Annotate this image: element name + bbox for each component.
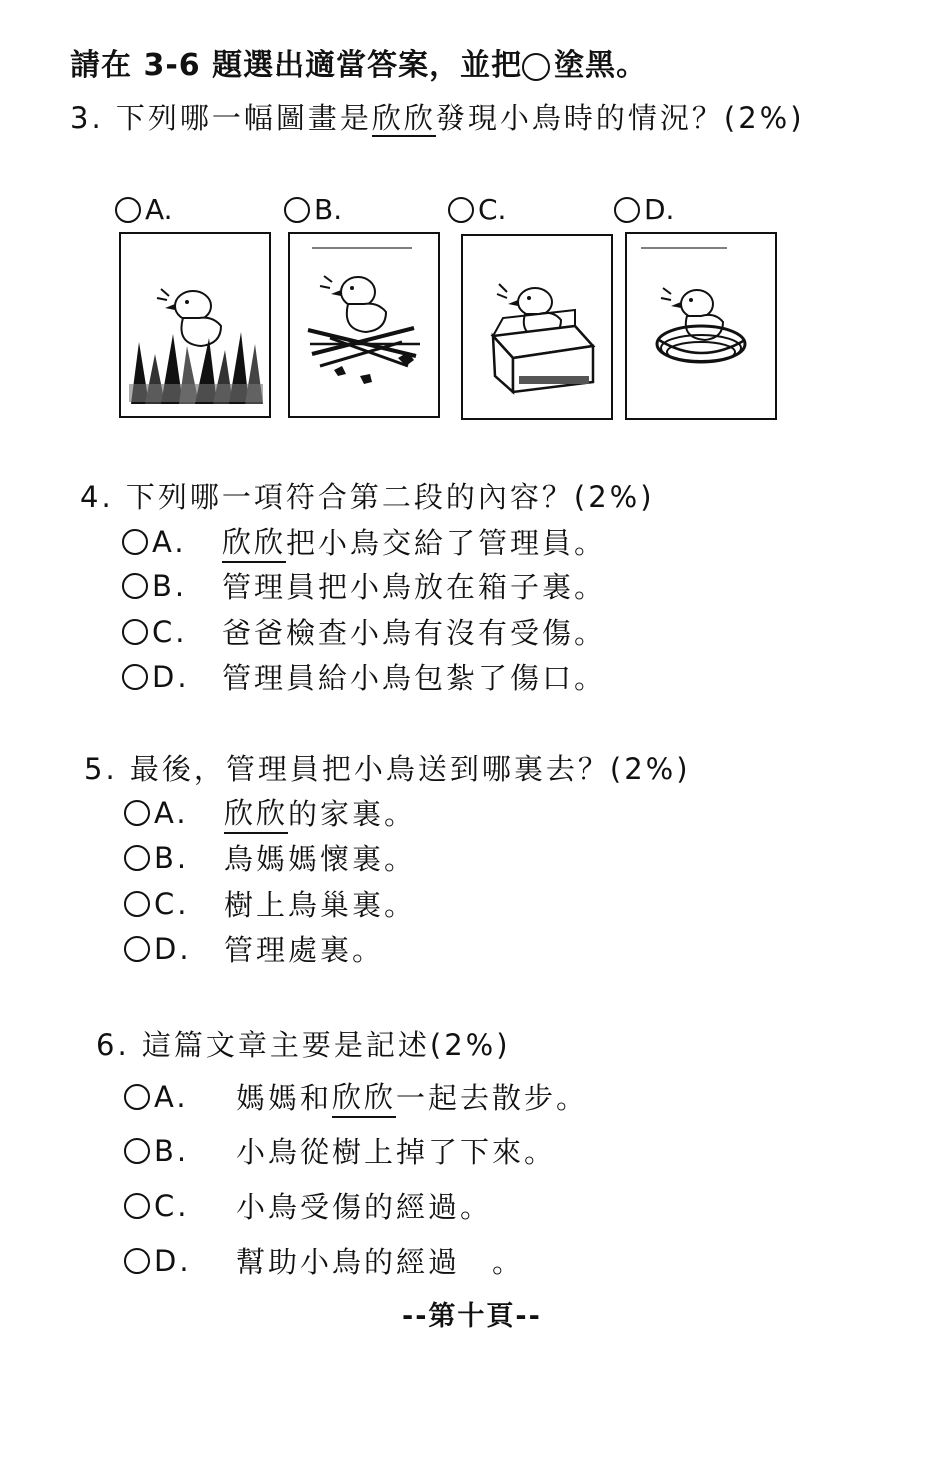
q6-option-c-text: 小鳥受傷的經過。 (236, 1190, 493, 1224)
q4-option-b-text: 管理員把小鳥放在箱子裏。 (222, 570, 607, 604)
q4-option-c-text: 爸爸檢查小鳥有沒有受傷。 (222, 616, 607, 650)
q5-option-d-text: 管理處裏。 (224, 933, 385, 967)
q6-option-b-bubble[interactable] (124, 1138, 150, 1164)
q4-option-b-label: B. (152, 568, 188, 603)
bird-in-nest-illustration (627, 234, 775, 418)
q4-option-a[interactable] (122, 520, 606, 563)
q3-option-b-label: B. (314, 193, 343, 226)
question-5 (84, 747, 691, 788)
question-4-number: 4. (80, 480, 114, 514)
q4-option-c-bubble[interactable] (122, 619, 148, 645)
q4-option-d-bubble[interactable] (122, 664, 148, 690)
q3-option-b[interactable] (284, 193, 342, 226)
q6-option-b-text: 小鳥從樹上掉了下來。 (236, 1135, 557, 1169)
question-5-number: 5. (84, 752, 118, 786)
q6-option-a-bubble[interactable] (124, 1084, 150, 1110)
q4-option-d[interactable] (122, 656, 606, 697)
q4-option-c-label: C. (152, 614, 188, 649)
q3-option-c-bubble[interactable] (448, 197, 474, 223)
instruction-pre: 請在 3-6 題選出適當答案，並把 (70, 48, 523, 83)
q4-option-a-text: 把小鳥交給了管理員。 (286, 526, 607, 560)
question-3 (70, 96, 805, 137)
q5-option-c-label: C. (154, 886, 190, 921)
q3-option-d-bubble[interactable] (614, 197, 640, 223)
q4-option-a-name: 欣欣 (222, 520, 286, 563)
q6-option-d-text: 幫助小鳥的經過 。 (236, 1245, 525, 1279)
answer-bubble-icon (522, 53, 550, 81)
q6-option-b-label: B. (154, 1133, 190, 1168)
q5-option-b[interactable] (124, 837, 416, 878)
q5-option-b-text: 鳥媽媽懷裏。 (224, 842, 417, 876)
q6-option-a[interactable] (124, 1075, 588, 1118)
question-3-pre: 下列哪一幅圖畫是 (115, 101, 372, 135)
bird-on-twigs-illustration (290, 234, 438, 416)
q4-option-c[interactable] (122, 611, 606, 652)
q5-option-c-bubble[interactable] (124, 891, 150, 917)
q6-option-d-bubble[interactable] (124, 1248, 150, 1274)
q5-option-a-label: A. (154, 795, 189, 830)
question-6-number: 6. (96, 1028, 130, 1062)
question-3-post: 發現小鳥時的情況？(2%) (435, 101, 805, 135)
q6-option-c[interactable] (124, 1185, 492, 1226)
q6-option-b[interactable] (124, 1130, 556, 1171)
q5-option-c-text: 樹上鳥巢裏。 (224, 888, 417, 922)
q5-option-d[interactable] (124, 928, 384, 969)
q3-option-a-bubble[interactable] (115, 197, 141, 223)
q3-picture-d (625, 232, 777, 420)
q6-option-a-name: 欣欣 (332, 1075, 396, 1118)
q4-option-d-text: 管理員給小鳥包紮了傷口。 (222, 661, 607, 695)
q5-option-b-bubble[interactable] (124, 845, 150, 871)
q3-option-a[interactable] (115, 193, 173, 226)
bird-in-box-illustration (463, 236, 611, 418)
q5-option-a[interactable] (124, 791, 416, 834)
question-6-text: 這篇文章主要是記述(2%) (141, 1028, 511, 1062)
q6-option-a-pre: 媽媽和 (236, 1081, 333, 1115)
q3-picture-a (119, 232, 271, 418)
q6-option-a-text: 一起去散步。 (396, 1081, 589, 1115)
question-4 (80, 475, 655, 516)
q4-option-b[interactable] (122, 565, 606, 606)
question-3-number: 3. (70, 101, 104, 135)
question-4-text: 下列哪一項符合第二段的內容？(2%) (125, 480, 655, 514)
q5-option-d-bubble[interactable] (124, 936, 150, 962)
q3-option-b-bubble[interactable] (284, 197, 310, 223)
q5-option-d-label: D. (154, 931, 192, 966)
q3-option-c-label: C. (478, 193, 507, 226)
q5-option-a-bubble[interactable] (124, 800, 150, 826)
q6-option-d[interactable] (124, 1240, 524, 1281)
q3-option-d-label: D. (644, 193, 675, 226)
q4-option-d-label: D. (152, 659, 190, 694)
question-5-text: 最後，管理員把小鳥送到哪裏去？(2%) (129, 752, 691, 786)
q5-option-a-name: 欣欣 (224, 791, 288, 834)
q3-option-a-label: A. (145, 193, 173, 226)
q6-option-c-bubble[interactable] (124, 1193, 150, 1219)
bird-in-grass-illustration (121, 234, 269, 416)
page-footer: --第十頁-- (402, 1301, 542, 1332)
q3-picture-c (461, 234, 613, 420)
q5-option-c[interactable] (124, 883, 416, 924)
question-6 (96, 1023, 511, 1064)
q4-option-b-bubble[interactable] (122, 573, 148, 599)
q6-option-c-label: C. (154, 1188, 190, 1223)
q4-option-a-label: A. (152, 524, 187, 559)
q6-option-a-label: A. (154, 1079, 189, 1114)
q4-option-a-bubble[interactable] (122, 529, 148, 555)
q3-picture-b (288, 232, 440, 418)
q6-option-d-label: D. (154, 1243, 192, 1278)
q5-option-b-label: B. (154, 840, 190, 875)
instruction (70, 40, 647, 84)
q3-option-c[interactable] (448, 193, 506, 226)
q5-option-a-text: 的家裏。 (288, 797, 417, 831)
instruction-post: 塗黑。 (554, 48, 648, 83)
question-3-name: 欣欣 (371, 101, 436, 135)
q3-option-d[interactable] (614, 193, 674, 226)
